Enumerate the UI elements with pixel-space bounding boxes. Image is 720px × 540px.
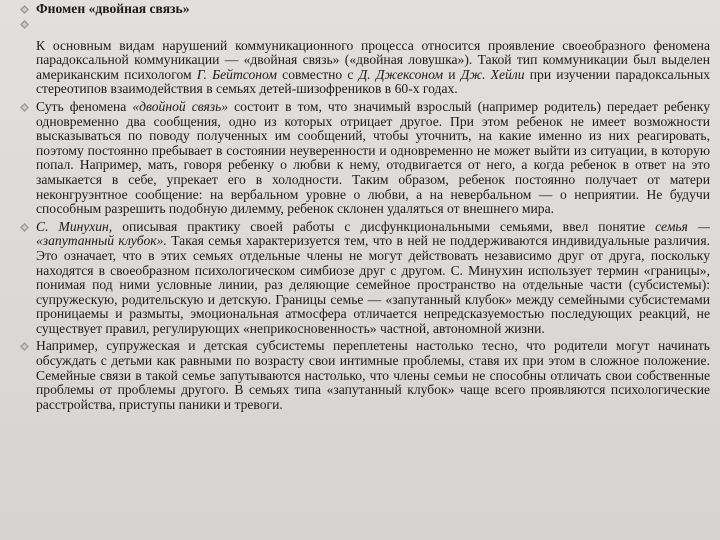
- p3-term: семья — «запутанный клубок».: [36, 218, 710, 249]
- p1-name-jackson: Д. Джексоном: [358, 66, 444, 82]
- diamond-bullet-icon: [20, 20, 29, 29]
- p2-text-1: Суть феномена: [36, 98, 133, 114]
- list-item-heading: [20, 2, 710, 17]
- diamond-bullet-icon: [20, 223, 29, 232]
- heading-text: Фномен «двойная связь»: [36, 1, 190, 16]
- diamond-bullet-icon: [20, 342, 29, 351]
- bullet-list: [20, 2, 710, 412]
- p3-text-1: описывая практику своей работы с дисфункциональными семьями, ввел понятие: [112, 218, 656, 234]
- diamond-bullet-icon: [20, 5, 29, 14]
- list-item-paragraph-3: [20, 220, 710, 337]
- p1-text-3: и: [443, 66, 461, 82]
- p3-text-2: Такая семья характеризуется тем, что в ней не поддерживаются индивидуальные различия. Это означает, что в этих семьях отдельные члены не могут действовать независимо друг от друга, поскольку находятся в своеобразном психологическом симбиозе друг с другом. С. Минухин использует термин «границы», понимая под ними условные линии, раз деляющие семейное пространство на отдельные части (субсистемы): супружескую, родительскую и детскую. Границы семье — «запутанный клубок» между семейными субсистемами проницаемы и размыты, эмоциональная атмосфера отличается непредсказуемостью последующих реакций, не существует правил, регулирующих «неприкосновенность» частной, автономной жизни.: [36, 233, 710, 336]
- p2-text-2: состоит в том, что значимый взрослый (например родитель) передает ребенку одновременно два сообщения, одно из которых отрицает другое. При этом ребенок не имеет возможности высказываться по поводу полученных им сообщений, чтобы уточнить, на какие именно из них реагировать, поэтому постоянно пребывает в состоянии неуверенности и одновременно не может выйти из ситуации, в которую попал. Например, мать, говоря ребенку о любви к нему, отодвигается от него, а когда ребенок в ответ на это замыкается в себе, упрекает его в холодности. Таким образом, ребенок постоянно получает от матери неконгруэнтное сообщение: на вербальном уровне о любви, а на невербальном — о неприятии. Не будучи способным разрешить подобную дилемму, ребенок склонен удаляться от внешнего мира.: [36, 98, 711, 217]
- list-item-paragraph-4: [20, 339, 710, 412]
- list-item-empty: [20, 17, 710, 39]
- list-item-paragraph-1: [20, 39, 710, 97]
- p3-name-minuchin: С. Минухин,: [36, 218, 113, 234]
- p1-text-1: К основным видам нарушений коммуникационного процесса относится проявление своеобразного феномена парадоксальной коммуникации — «двойная связь» («двойная ловушка»). Такой тип коммуникации был выделен американским психологом: [36, 37, 710, 82]
- diamond-bullet-icon: [20, 103, 29, 112]
- p2-term: «двойной связь»: [132, 98, 229, 114]
- p1-text-4: при изучении парадоксальных стереотипов взаимодействия в семьях детей-шизофреников в 60-х годах.: [36, 66, 711, 97]
- p1-name-bateson: Г. Бейтсоном: [196, 66, 277, 82]
- list-item-paragraph-2: [20, 100, 710, 217]
- p1-name-haley: Дж. Хейли: [460, 66, 525, 82]
- p1-text-2: совместно с: [276, 66, 359, 82]
- p4-text-1: Например, супружеская и детская субсистемы переплетены настолько тесно, что родители могут начинать обсуждать с детьми как равными по возрасту свои интимные проблемы, ставя их при этом в сложное положение. Семейные связи в такой семье запутываются настолько, что члены семьи не способны отличать свои собственные проблемы от проблемы другого. В семьях типа «запутанный клубок» чаще всего проявляются психологические расстройства, приступы паники и тревоги.: [36, 338, 710, 412]
